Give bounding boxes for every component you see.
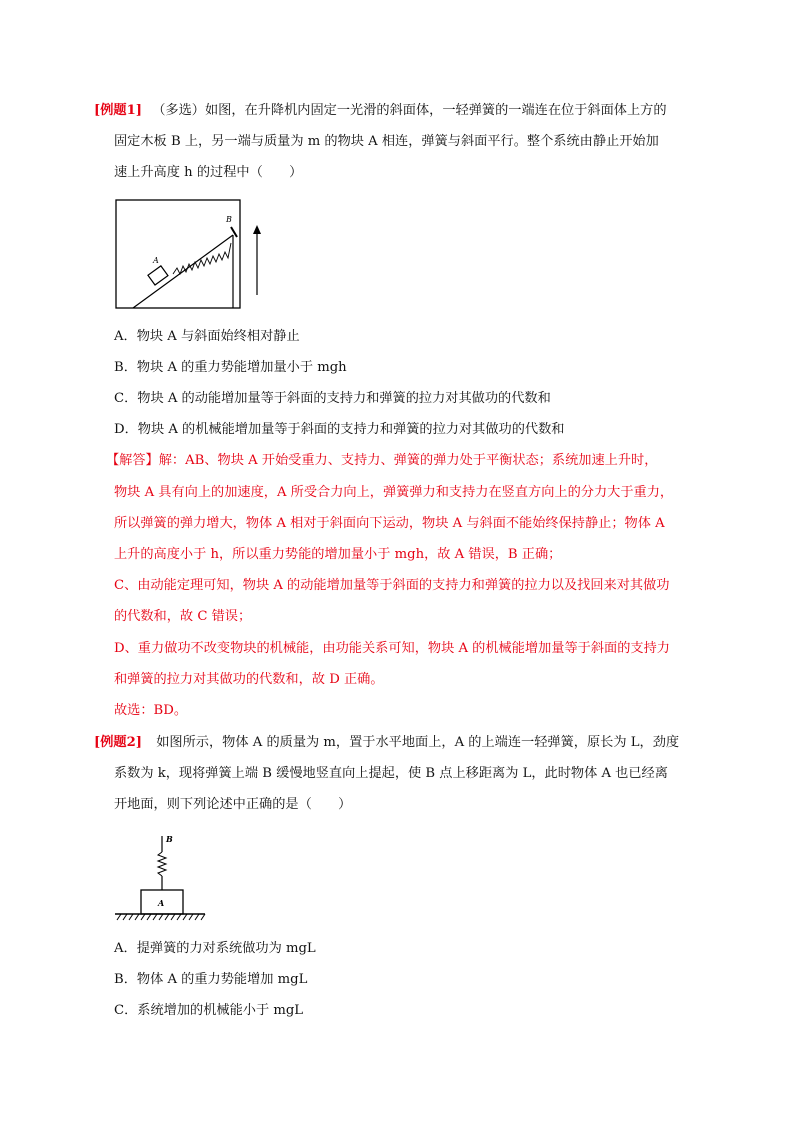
answer-line-1: 【解答】解：AB、物块 A 开始受重力、支持力、弹簧的弹力处于平衡状态；系统加速上升时，	[106, 453, 658, 468]
label-b: B	[166, 834, 173, 844]
example1-tag: [例题1]	[94, 103, 143, 118]
label-a: A	[153, 256, 159, 265]
example1-figure	[113, 197, 273, 313]
spring	[158, 852, 166, 876]
elevator-box	[116, 200, 240, 308]
example1-option-a: A．物块 A 与斜面始终相对静止	[114, 329, 300, 344]
answer-line-7: D、重力做功不改变物块的机械能，由功能关系可知，物块 A 的机械能增加量等于斜面的支持力	[114, 641, 670, 656]
example2-stem-line-3: 开地面，则下列论述中正确的是（ ）	[114, 797, 352, 812]
up-arrow-icon	[253, 225, 261, 234]
answer-line-8: 和弹簧的拉力对其做功的代数和，故 D 正确。	[114, 672, 384, 687]
example1-stem-line-2: 固定木板 B 上，另一端与质量为 m 的物块 A 相连，弹簧与斜面平行。整个系统由静止开始加	[114, 134, 659, 149]
example2-option-b: B．物体 A 的重力势能增加 mgL	[114, 972, 308, 987]
example1-stem-line-1: [例题1] （多选）如图，在升降机内固定一光滑的斜面体，一轻弹簧的一端连在位于斜面体上方的	[94, 103, 667, 118]
example2-stem-line-2: 系数为 k，现将弹簧上端 B 缓慢地竖直向上提起，使 B 点上移距离为 L，此时物体 A 也已经离	[114, 766, 668, 781]
answer-line-2: 物块 A 具有向上的加速度，A 所受合力向上，弹簧弹力和支持力在竖直方向上的分力大于重力，	[114, 485, 674, 500]
example2-option-c: C．系统增加的机械能小于 mgL	[114, 1003, 304, 1018]
example2-stem-line-1: [例题2] 如图所示，物体 A 的质量为 m，置于水平地面上，A 的上端连一轻弹簧，原长为 L，劲度	[94, 735, 680, 750]
example1-option-d: D．物块 A 的机械能增加量等于斜面的支持力和弹簧的拉力对其做功的代数和	[114, 422, 565, 437]
block-a	[148, 266, 168, 285]
answer-line-5: C、由动能定理可知，物块 A 的动能增加量等于斜面的支持力和弹簧的拉力以及找回来对其做功	[114, 578, 670, 593]
example1-option-b: B．物块 A 的重力势能增加量小于 mgh	[114, 360, 347, 375]
incline-surface	[133, 235, 233, 308]
example2-tag: [例题2]	[94, 735, 143, 750]
example2-figure	[113, 830, 213, 926]
label-b: B	[226, 215, 232, 224]
answer-line-3: 所以弹簧的弹力增大，物体 A 相对于斜面向下运动，物块 A 与斜面不能始终保持静止；物体 A	[114, 516, 665, 531]
label-a: A	[158, 898, 165, 908]
example1-option-c: C．物块 A 的动能增加量等于斜面的支持力和弹簧的拉力对其做功的代数和	[114, 391, 551, 406]
spring	[173, 243, 231, 274]
ground-hatch	[117, 914, 205, 920]
example2-option-a: A．提弹簧的力对系统做功为 mgL	[114, 941, 316, 956]
answer-line-6: 的代数和，故 C 错误；	[114, 609, 252, 624]
answer-line-9: 故选：BD。	[114, 703, 188, 718]
answer-line-4: 上升的高度小于 h，所以重力势能的增加量小于 mgh，故 A 错误，B 正确；	[114, 547, 562, 562]
example1-stem-line-3: 速上升高度 h 的过程中（ ）	[114, 165, 303, 180]
